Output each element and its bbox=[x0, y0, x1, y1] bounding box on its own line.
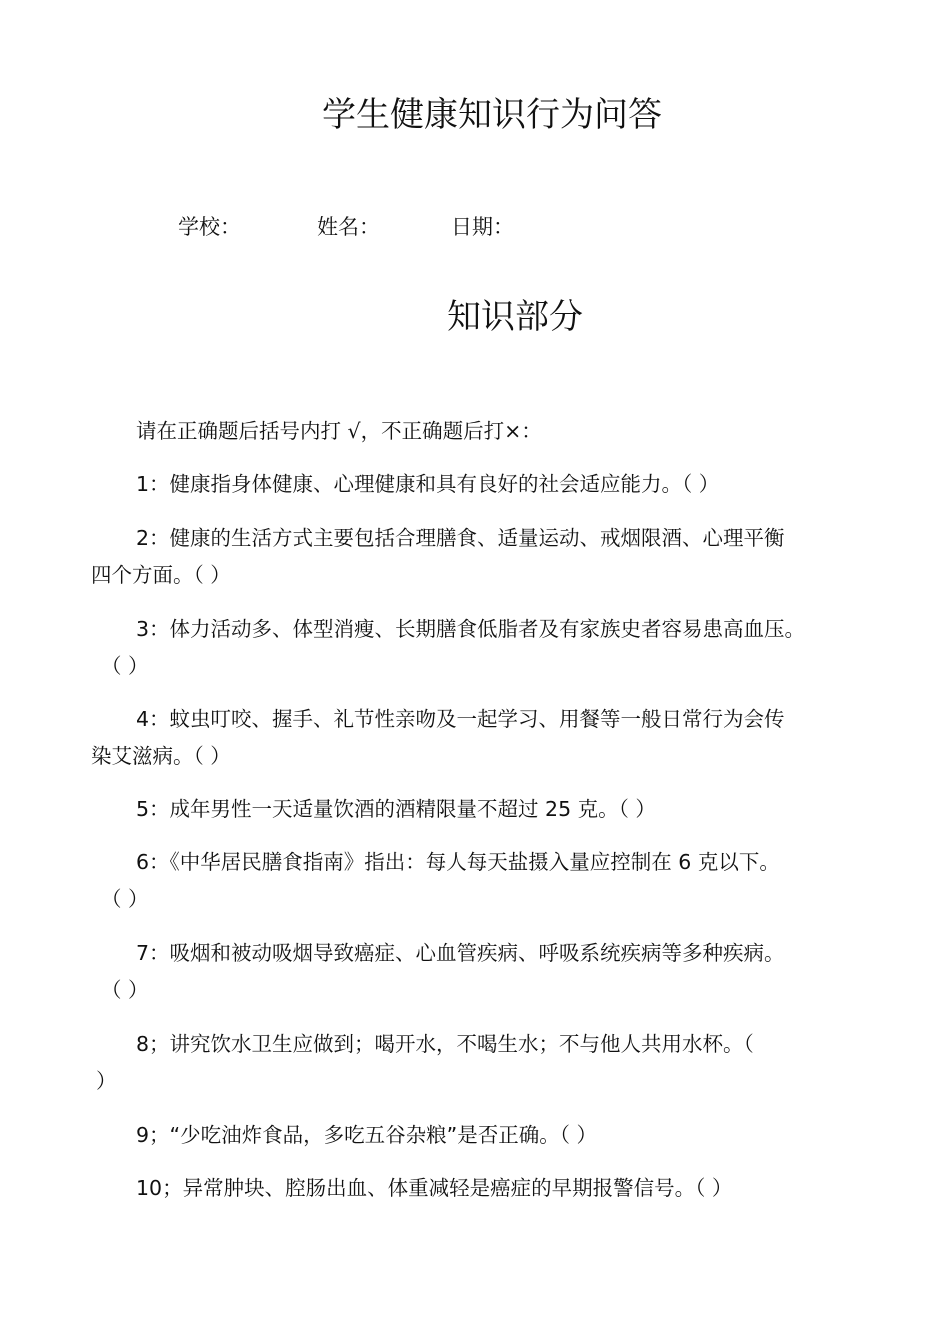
instruction-text bbox=[91, 413, 866, 450]
question-item bbox=[91, 701, 866, 775]
question-item bbox=[91, 844, 866, 918]
question-item bbox=[91, 1026, 866, 1100]
question-line: 3：体力活动多、体型消瘦、长期膳食低脂者及有家族史者容易患高血压。 bbox=[136, 617, 806, 641]
question-line: 10；异常肿块、腔肠出血、体重减轻是癌症的早期报警信号。（ ） bbox=[136, 1176, 733, 1200]
question-item bbox=[91, 611, 866, 685]
question-item bbox=[91, 935, 866, 1009]
school-field-label: 学校： bbox=[178, 215, 241, 239]
question-line-continued: （ ） bbox=[101, 978, 149, 1002]
question-item bbox=[91, 520, 866, 594]
question-item bbox=[91, 1170, 866, 1207]
instruction-line: 请在正确题后括号内打 √，不正确题后打×： bbox=[136, 419, 542, 443]
question-line-continued: ） bbox=[96, 1069, 117, 1093]
question-item bbox=[91, 1117, 866, 1154]
question-line: 4：蚊虫叮咬、握手、礼节性亲吻及一起学习、用餐等一般日常行为会传 bbox=[136, 707, 785, 731]
student-info-row bbox=[0, 212, 950, 242]
question-line-continued: （ ） bbox=[101, 654, 149, 678]
question-line: 2：健康的生活方式主要包括合理膳食、适量运动、戒烟限酒、心理平衡 bbox=[136, 526, 785, 550]
question-line: 1：健康指身体健康、心理健康和具有良好的社会适应能力。（ ） bbox=[136, 472, 720, 496]
question-item bbox=[91, 466, 866, 503]
question-line: 5：成年男性一天适量饮酒的酒精限量不超过 25 克。（ ） bbox=[136, 797, 656, 821]
date-field-label: 日期： bbox=[451, 215, 514, 239]
page-title: 学生健康知识行为问答 bbox=[322, 95, 662, 135]
question-line-continued: 染艾滋病。（ ） bbox=[91, 744, 231, 768]
section-heading: 知识部分 bbox=[447, 297, 583, 337]
question-line-continued: 四个方面。（ ） bbox=[91, 563, 231, 587]
question-item bbox=[91, 791, 866, 828]
name-field-label: 姓名： bbox=[317, 215, 380, 239]
question-line: 7：吸烟和被动吸烟导致癌症、心血管疾病、呼吸系统疾病等多种疾病。 bbox=[136, 941, 785, 965]
question-line: 9；“少吃油炸食品，多吃五谷杂粮”是否正确。（ ） bbox=[136, 1123, 598, 1147]
question-line: 6：《中华居民膳食指南》指出：每人每天盐摄入量应控制在 6 克以下。 bbox=[136, 850, 780, 874]
question-line-continued: （ ） bbox=[101, 887, 149, 911]
question-line: 8；讲究饮水卫生应做到；喝开水，不喝生水；不与他人共用水杯。（ bbox=[136, 1032, 754, 1056]
